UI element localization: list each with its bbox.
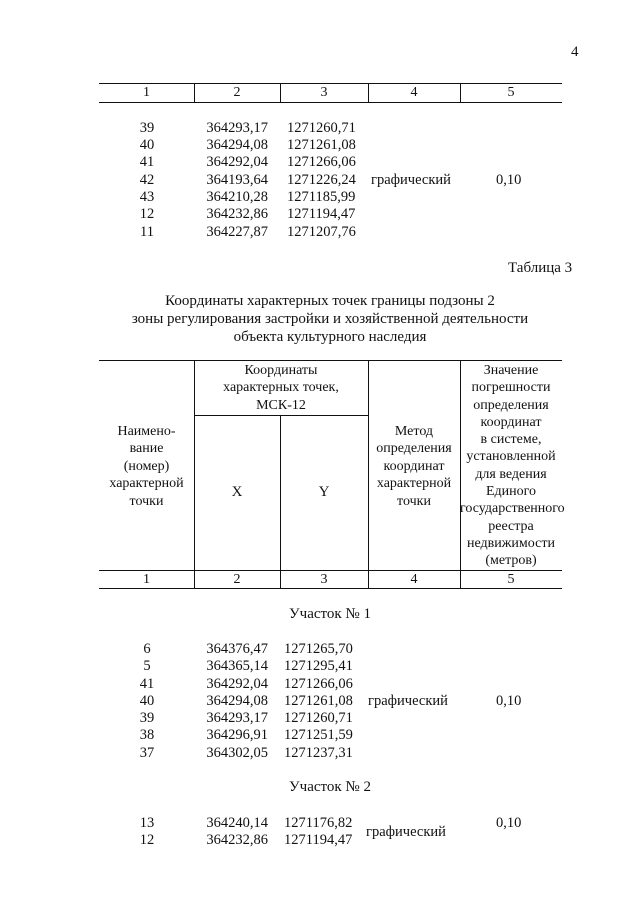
point-number: 13 [139,815,155,831]
table-row [0,154,640,171]
point-number: 43 [139,189,155,205]
coordinate-y: 1271237,31 [284,745,353,761]
coordinate-x: 364293,17 [206,120,268,136]
coordinate-y: 1271251,59 [284,727,353,743]
column-number: 2 [233,572,241,587]
coordinate-y: 1271261,08 [284,693,353,709]
table3-divider [280,415,281,589]
header-text-line: Метод [394,424,434,439]
coordinate-x: 364193,64 [206,172,268,188]
table-row [0,172,640,189]
table-row [0,658,640,675]
coordinate-x: 364227,87 [206,224,268,240]
header-text-line: характерной [109,476,184,492]
coordinate-x: 364294,08 [206,137,268,153]
column-number: 5 [507,572,515,587]
point-number: 5 [143,658,151,674]
coords-group-bottom-border [194,415,368,416]
table3-top-border [99,360,562,361]
coordinate-x: 364232,86 [206,832,268,848]
coordinate-y: 1271266,06 [284,676,353,692]
number-row-bottom-border [99,588,562,589]
coordinate-x: 364302,05 [206,745,268,761]
coordinate-x: 364365,14 [206,658,268,674]
column-number: 4 [410,85,418,100]
table-row [0,120,640,137]
table-row [0,710,640,727]
header-coords-group [194,362,368,414]
coordinate-y: 1271185,99 [287,189,356,205]
table-row [0,137,640,154]
coordinate-y: 1271194,47 [287,206,356,222]
header-x: X [231,484,243,500]
coordinate-x: 364296,91 [206,727,268,743]
point-number: 38 [139,727,155,743]
header-text-line: в системе, [480,432,542,448]
section-title: Участок № 1 [289,606,371,622]
table-row [0,676,640,693]
point-number: 39 [139,120,155,136]
coordinate-x: 364232,86 [206,206,268,222]
header-text-line: для ведения [475,466,547,482]
coordinate-x: 364240,14 [206,815,268,831]
point-number: 12 [139,832,155,848]
coordinate-y: 1271176,82 [284,815,353,831]
header-text-line: определения [473,397,549,413]
point-number: 37 [139,745,155,761]
header-text-line: Значение [483,363,539,378]
coordinate-y: 1271261,08 [287,137,356,153]
header-text-line: характерной [376,476,452,492]
method-cell: графический [371,172,451,188]
top-table-top-border [99,83,562,84]
table-row [0,745,640,762]
table-row [0,693,640,710]
column-number: 3 [320,572,328,587]
point-number: 42 [139,172,155,188]
column-number: 1 [143,572,150,587]
section-title: Участок № 2 [289,779,371,795]
coordinate-y: 1271266,06 [287,154,356,170]
table-row [0,832,640,849]
header-text-line: Координаты [244,363,318,378]
point-number: 40 [139,137,155,153]
coordinate-y: 1271207,76 [287,224,356,240]
method-cell: графический [366,824,446,840]
header-text-line: установленной [466,449,556,465]
coordinate-x: 364210,28 [206,189,268,205]
header-text-line: погрешности [471,380,551,396]
column-number: 1 [143,85,150,100]
method-cell: графический [368,693,448,709]
coordinate-x: 364294,08 [206,693,268,709]
header-text-line: определения [376,441,452,457]
coordinate-x: 364292,04 [206,676,268,692]
coordinate-x: 364292,04 [206,154,268,170]
table-row [0,224,640,241]
header-text-line: (номер) [123,458,170,474]
header-text-line: Наимено- [117,424,176,439]
coordinate-y: 1271260,71 [287,120,356,136]
coordinate-y: 1271194,47 [284,832,353,848]
header-accuracy-col [460,362,565,570]
header-text-line: вание [129,441,164,457]
point-number: 39 [139,710,155,726]
header-y: Y [318,484,330,500]
coordinate-y: 1271295,41 [284,658,353,674]
column-number: 3 [320,85,328,100]
point-number: 11 [140,224,154,240]
table-row [0,815,640,832]
header-bottom-border [99,570,562,571]
table-row [0,727,640,744]
column-number: 2 [233,85,241,100]
accuracy-cell: 0,10 [496,815,522,831]
table-title-line: Координаты характерных точек границы подзоны 2 [165,293,495,309]
table-label: Таблица 3 [508,260,573,276]
point-number: 6 [143,641,151,657]
accuracy-cell: 0,10 [496,172,522,188]
page-number: 4 [571,44,579,60]
header-text-line: государственного [460,501,565,517]
coordinate-x: 364293,17 [206,710,268,726]
coordinate-x: 364376,47 [206,641,268,657]
table-title-line: зоны регулирования застройки и хозяйственной деятельности [131,311,529,327]
column-number: 5 [507,85,515,100]
header-name-col [99,423,194,510]
header-text-line: точки [129,493,164,509]
header-text-line: реестра [488,518,534,534]
header-text-line: координат [383,458,445,474]
point-number: 40 [139,693,155,709]
table-row [0,206,640,223]
coordinate-y: 1271260,71 [284,710,353,726]
point-number: 12 [139,206,155,222]
column-number: 4 [410,572,418,587]
header-text-line: точки [397,493,431,509]
header-text-line: характерных точек, [223,380,339,396]
table-row [0,641,640,658]
table-row [0,189,640,206]
header-text-line: координат [480,414,542,430]
point-number: 41 [139,676,155,692]
header-method-col [368,423,460,510]
coordinate-y: 1271226,24 [287,172,356,188]
header-text-line: Единого [485,484,537,500]
table-title-line: объекта культурного наследия [233,329,427,345]
coordinate-y: 1271265,70 [284,641,353,657]
header-text-line: недвижимости [467,535,555,551]
header-text-line: МСК-12 [256,397,306,413]
top-table-header-bottom-border [99,102,562,103]
header-text-line: (метров) [485,553,537,569]
accuracy-cell: 0,10 [496,693,522,709]
point-number: 41 [139,154,155,170]
